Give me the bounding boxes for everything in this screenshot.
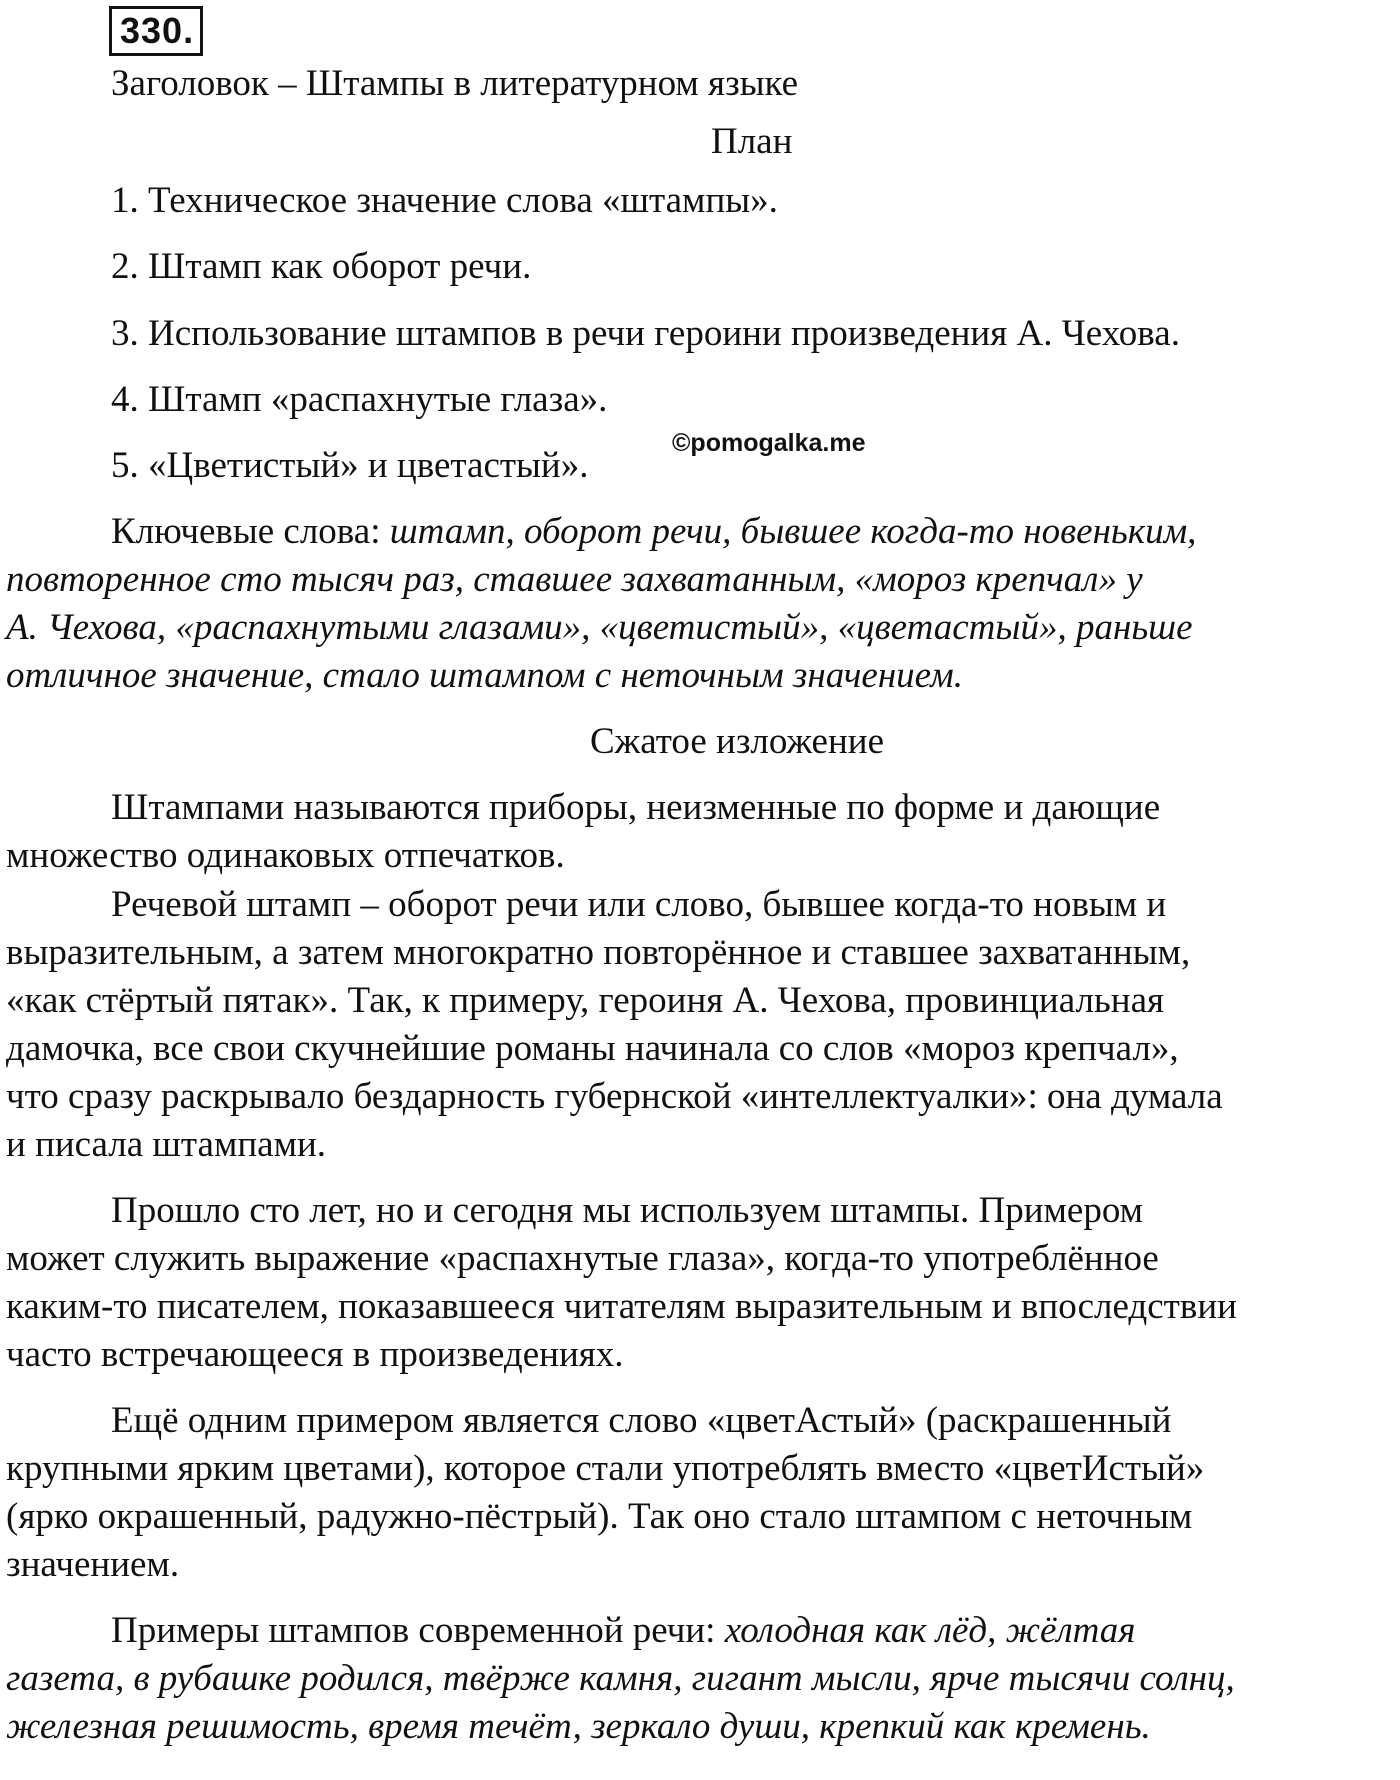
paragraph-line: «как стёртый пятак». Так, к примеру, героиня А. Чехова, провинциальная <box>6 980 1165 1021</box>
examples-text: газета, в рубашке родился, твёрже камня, гигант мысли, ярче тысячи солнц, <box>6 1658 1235 1699</box>
keywords-line <box>6 604 1193 652</box>
keywords-text: А. Чехова, «распахнутыми глазами», «цветистый», «цветастый», раньше <box>6 607 1193 648</box>
paragraph-line: значением. <box>6 1544 180 1585</box>
keywords-line <box>6 652 963 700</box>
paragraph-line: выразительным, а затем многократно повторённое и ставшее захватанным, <box>6 932 1191 973</box>
keywords-text: отличное значение, стало штампом с неточным значением. <box>6 655 964 696</box>
paragraph-line: и писала штампами. <box>6 1124 327 1165</box>
examples-line <box>6 1655 1235 1703</box>
paragraph-line: каким-то писателем, показавшееся читателям выразительным и впоследствии <box>6 1286 1237 1327</box>
keywords-text: штамп, оборот речи, бывшее когда-то новеньким, <box>389 511 1197 552</box>
paragraph-line: множество одинаковых отпечатков. <box>6 835 565 876</box>
paragraph-line: часто встречающееся в произведениях. <box>6 1334 624 1375</box>
keywords-text: повторенное сто тысяч раз, ставшее захватанным, «мороз крепчал» у <box>6 559 1143 600</box>
paragraph-line: Прошло сто лет, но и сегодня мы используем штампы. Примером <box>111 1190 1144 1231</box>
summary-heading: Сжатое изложение <box>590 721 884 762</box>
watermark: ©pomogalka.me <box>672 429 866 457</box>
paragraph-line: Речевой штамп – оборот речи или слово, бывшее когда-то новым и <box>111 884 1167 925</box>
plan-item: 5. «Цветистый» и цветастый». <box>111 445 589 486</box>
paragraph-line: (ярко окрашенный, радужно-пёстрый). Так оно стало штампом с неточным <box>6 1496 1193 1537</box>
paragraph-line: может служить выражение «распахнутые глаза», когда-то употреблённое <box>6 1238 1159 1279</box>
examples-line <box>111 1607 1135 1655</box>
plan-item: 1. Техническое значение слова «штампы». <box>111 180 778 221</box>
paragraph-line: крупными ярким цветами), которое стали употреблять вместо «цветИстый» <box>6 1448 1205 1489</box>
plan-item: 3. Использование штампов в речи героини произведения А. Чехова. <box>111 313 1180 354</box>
examples-line <box>6 1703 1151 1751</box>
plan-item: 2. Штамп как оборот речи. <box>111 246 532 287</box>
keywords-line <box>6 556 1143 604</box>
examples-text: железная решимость, время течёт, зеркало души, крепкий как кремень. <box>6 1706 1151 1747</box>
plan-item: 4. Штамп «распахнутые глаза». <box>111 379 608 420</box>
exercise-number: 330. <box>109 6 203 56</box>
keywords-line <box>111 508 1196 556</box>
examples-text: холодная как лёд, жёлтая <box>724 1610 1136 1651</box>
paragraph-line: Ещё одним примером является слово «цветАстый» (раскрашенный <box>111 1400 1172 1441</box>
paragraph-line: Штампами называются приборы, неизменные по форме и дающие <box>111 787 1161 828</box>
paragraph-line: что сразу раскрывало бездарность губернской «интеллектуалки»: она думала <box>6 1076 1223 1117</box>
keywords-label: Ключевые слова: <box>111 511 390 552</box>
title-line: Заголовок – Штампы в литературном языке <box>111 63 799 104</box>
plan-heading: План <box>711 121 793 162</box>
paragraph-line: дамочка, все свои скучнейшие романы начинала со слов «мороз крепчал», <box>6 1028 1179 1069</box>
examples-label: Примеры штампов современной речи: <box>111 1610 725 1651</box>
